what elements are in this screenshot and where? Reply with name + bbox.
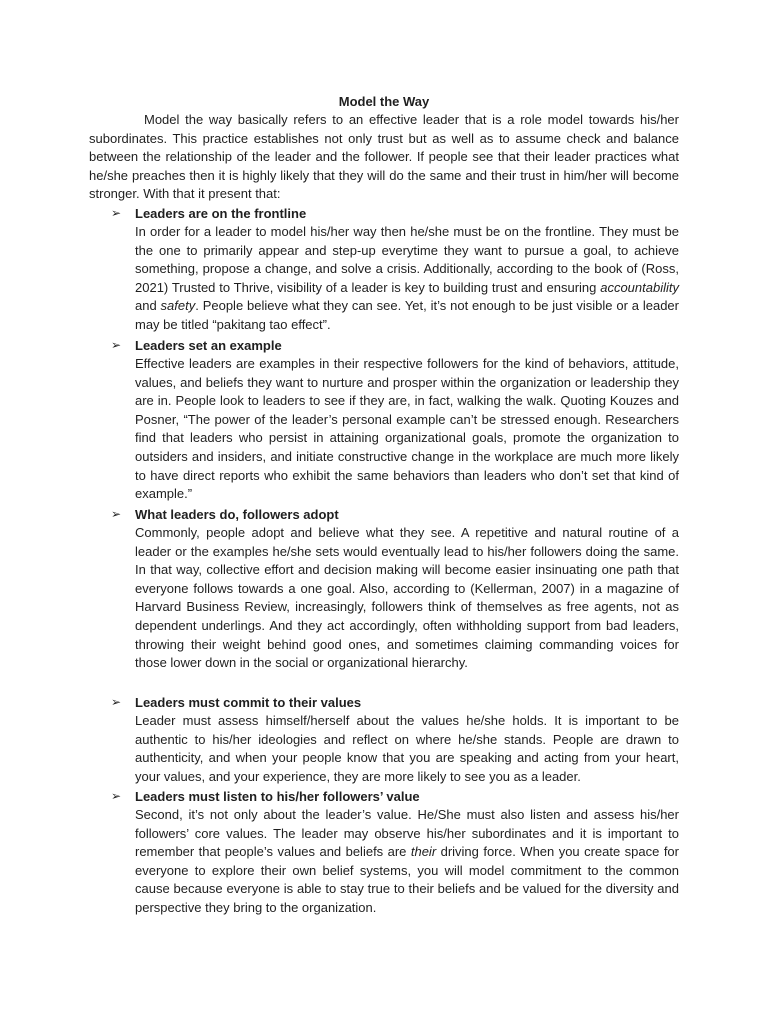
section-body (135, 524, 679, 673)
section-heading: Leaders must commit to their values (135, 695, 362, 710)
section-listen-to-followers (111, 787, 679, 918)
body-text: Effective leaders are examples in their respective followers for the kind of behaviors, attitude, values, and beliefs they want to nurture and prosper within the organization or leadership they are in. People look to leaders to see if they are, in fact, walking the walk. Quoting Kouzes and Posner, “The power of the leader’s personal example can’t be stressed enough. Researchers find that leaders who persist in attaining organizational goals, promote the organization to outsiders and insiders, and initiate constructive change in the workplace are much more likely to have direct reports who exhibit the same behaviors than leaders who don’t set that kind of example.” (135, 356, 679, 502)
arrowhead-bullet-icon: ➢ (111, 206, 122, 220)
section-heading-row (111, 787, 679, 806)
section-heading: Leaders set an example (135, 338, 282, 353)
section-heading-row (111, 204, 679, 223)
section-followers-adopt (111, 505, 679, 673)
emphasized-text: accountability (600, 279, 679, 295)
arrowhead-bullet-icon: ➢ (111, 695, 122, 709)
body-text: driving force. When you create space for everyone to explore their own belief systems, you will model commitment to the common cause because everyone is able to stay true to their beliefs and be valued for the diversity and perspective they bring to the organization. (135, 844, 679, 915)
body-text: Second, it’s not only about the leader’s value. He/She must also listen and assess his/her followers’ core values. The leader may observe his/her subordinates and it is important to remember that people’s values and beliefs are (135, 807, 679, 860)
arrowhead-bullet-icon: ➢ (111, 338, 122, 352)
section-body (135, 712, 679, 786)
arrowhead-bullet-icon: ➢ (111, 507, 122, 521)
section-body (135, 223, 679, 335)
page-title: Model the Way (338, 94, 430, 109)
section-leaders-set-example (111, 336, 679, 504)
section-body (135, 806, 679, 918)
body-text: In order for a leader to model his/her way then he/she must be on the frontline. They must be the one to primarily appear and step-up everytime they want to pursue a goal, to achieve something, propose a change, and solve a crisis. Additionally, according to the book of (Ross, 2021) Trusted to Thrive, visibility of a leader is key to building trust and ensuring (135, 224, 679, 295)
body-text: Commonly, people adopt and believe what they see. A repetitive and natural routine of a leader or the examples he/she sets would eventually lead to his/her followers doing the same. In that way, collective effort and decision making will become easier insinuating one path that everyone follows towards a one goal. Also, according to (Kellerman, 2007) in a magazine of Harvard Business Review, increasingly, followers think of themselves as free agents, not as dependent underlings. And they act accordingly, often withholding support from bad leaders, throwing their weight behind good ones, and sometimes claiming commanding voices for those lower down in the social or organizational hierarchy. (135, 525, 679, 671)
body-text: and (135, 298, 161, 314)
section-heading: Leaders are on the frontline (135, 206, 307, 221)
arrowhead-bullet-icon: ➢ (111, 789, 122, 803)
emphasized-text: their (410, 844, 437, 860)
section-commit-to-values (111, 693, 679, 786)
section-heading: Leaders must listen to his/her followers’ value (135, 789, 420, 804)
section-heading-row (111, 336, 679, 355)
section-leaders-on-frontline (111, 204, 679, 335)
section-heading-row (111, 693, 679, 712)
intro-paragraph: Model the way basically refers to an effective leader that is a role model towards his/her subordinates. This practice establishes not only trust but as well as to assume check and balance between the relationship of the leader and the follower. If people see that their leader practices what he/she preaches then it is highly likely that they will do the same and their trust in him/her will become stronger. With that it present that: (89, 112, 679, 202)
body-text: Leader must assess himself/herself about the values he/she holds. It is important to be authentic to his/her ideologies and reflect on where he/she stands. People are drawn to authenticity, and when your people know that you are speaking and acting from your heart, your values, and your experience, they are more likely to see you as a leader. (135, 713, 679, 784)
section-body (135, 355, 679, 504)
emphasized-text: safety (160, 298, 196, 314)
section-heading-row (111, 505, 679, 524)
body-text: . People believe what they can see. Yet, it’s not enough to be just visible or a leader may be titled “pakitang tao effect”. (135, 298, 679, 332)
section-heading: What leaders do, followers adopt (135, 507, 339, 522)
